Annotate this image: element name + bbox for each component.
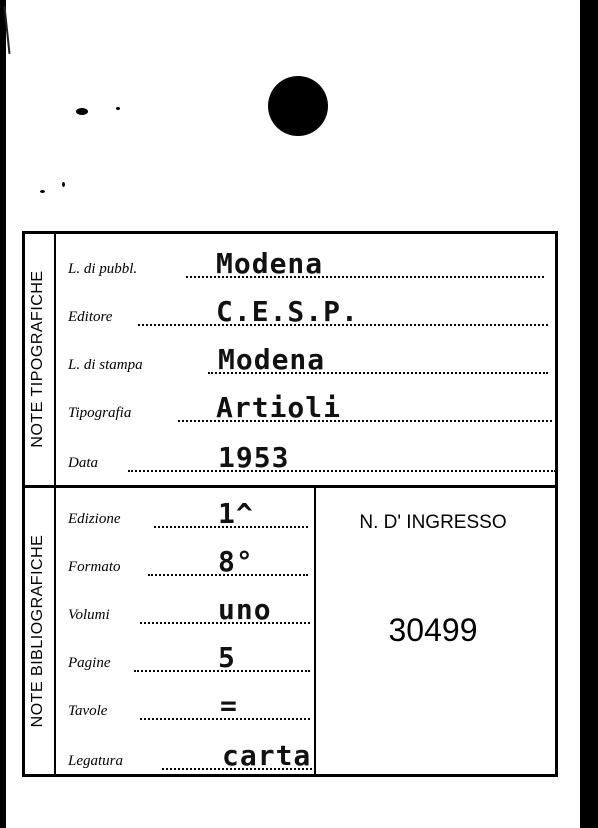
field-value: 1953 <box>218 441 290 474</box>
field-label: Volumi <box>68 607 110 623</box>
field-value: 8° <box>218 545 254 578</box>
field-label: Editore <box>68 309 113 325</box>
ink-speck <box>40 190 45 193</box>
row-volumi <box>68 593 312 628</box>
note-bibliografiche-heading: NOTE BIBLIOGRAFICHE <box>29 534 46 728</box>
row-luogo-stampa <box>68 343 548 378</box>
field-label: L. di pubbl. <box>68 261 138 277</box>
row-editore <box>68 295 548 330</box>
punch-hole <box>268 76 328 136</box>
field-value: Modena <box>216 247 324 280</box>
ingresso-title: N. D' INGRESSO <box>359 512 507 533</box>
heading-column-divider <box>54 234 56 774</box>
field-value: C.E.S.P. <box>216 295 359 328</box>
field-label: Formato <box>68 559 121 575</box>
field-label: Tipografia <box>68 405 132 421</box>
field-label: Pagine <box>68 655 111 671</box>
row-tipografia <box>68 391 548 426</box>
ink-speck <box>116 107 120 110</box>
ingresso-number: 30499 <box>388 612 478 648</box>
row-data <box>68 441 548 476</box>
row-formato <box>68 545 312 580</box>
field-label: Edizione <box>68 511 121 527</box>
row-edizione <box>68 497 312 532</box>
field-value: carta <box>222 739 312 772</box>
field-label: Data <box>68 455 98 471</box>
row-luogo-pubblicazione <box>68 247 548 282</box>
section-divider <box>22 485 558 488</box>
ingresso-divider <box>314 488 316 774</box>
field-label: Tavole <box>68 703 108 719</box>
field-label: L. di stampa <box>68 357 143 373</box>
field-value: uno <box>218 593 272 626</box>
row-legatura <box>68 739 322 774</box>
ink-speck <box>62 182 65 187</box>
field-value: Modena <box>218 343 326 376</box>
field-label: Legatura <box>68 753 124 769</box>
row-tavole <box>68 689 312 724</box>
field-value: = <box>220 689 238 722</box>
field-value: Artioli <box>216 391 342 424</box>
ink-speck <box>76 108 88 115</box>
field-value: 5 <box>218 641 236 674</box>
note-tipografiche-heading: NOTE TIPOGRAFICHE <box>29 270 46 448</box>
dotted-line <box>128 470 556 472</box>
field-value: 1^ <box>218 497 254 530</box>
row-pagine <box>68 641 312 676</box>
